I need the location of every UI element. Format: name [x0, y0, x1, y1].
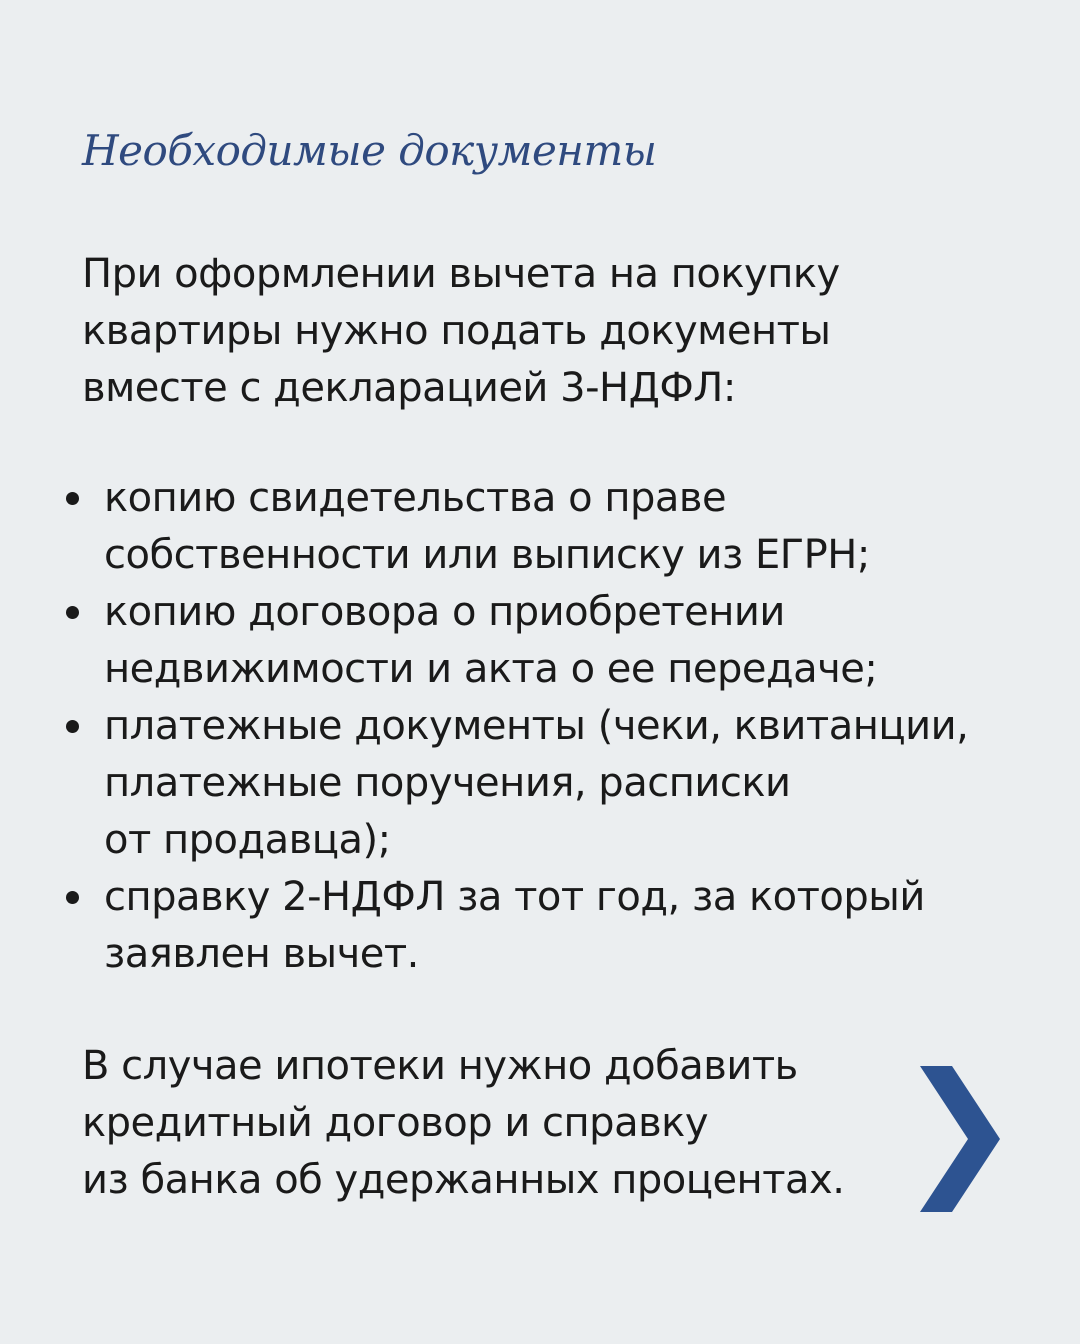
intro-line: При оформлении вычета на покупку: [82, 251, 840, 297]
list-item-line: копию договора о приобретении: [104, 589, 785, 635]
list-item: [62, 470, 1042, 584]
outro-paragraph: [82, 1038, 922, 1209]
bullet-icon: [66, 492, 79, 505]
list-item: [62, 584, 1042, 698]
intro-line: квартиры нужно подать документы: [82, 308, 831, 354]
bullet-icon: [66, 891, 79, 904]
list-item-line: заявлен вычет.: [104, 931, 419, 977]
list-item-line: от продавца);: [104, 817, 391, 863]
intro-line: вместе с декларацией 3-НДФЛ:: [82, 365, 736, 411]
list-item-line: собственности или выписку из ЕГРН;: [104, 532, 870, 578]
chevron-right-icon: [918, 1066, 1002, 1212]
list-item-line: недвижимости и акта о ее передаче;: [104, 646, 878, 692]
list-item-line: справку 2-НДФЛ за тот год, за который: [104, 874, 925, 920]
list-item: [62, 698, 1042, 869]
outro-line: В случае ипотеки нужно добавить: [82, 1043, 798, 1089]
list-item: [62, 869, 1042, 983]
slide-title: Необходимые документы: [82, 126, 657, 175]
next-slide-button[interactable]: [918, 1066, 1002, 1212]
outro-line: кредитный договор и справку: [82, 1100, 708, 1146]
bullet-icon: [66, 606, 79, 619]
bullet-icon: [66, 720, 79, 733]
documents-list: [62, 470, 1042, 983]
list-item-line: копию свидетельства о праве: [104, 475, 727, 521]
intro-paragraph: [82, 246, 982, 417]
outro-line: из банка об удержанных процентах.: [82, 1157, 845, 1203]
list-item-line: платежные поручения, расписки: [104, 760, 791, 806]
list-item-line: платежные документы (чеки, квитанции,: [104, 703, 969, 749]
